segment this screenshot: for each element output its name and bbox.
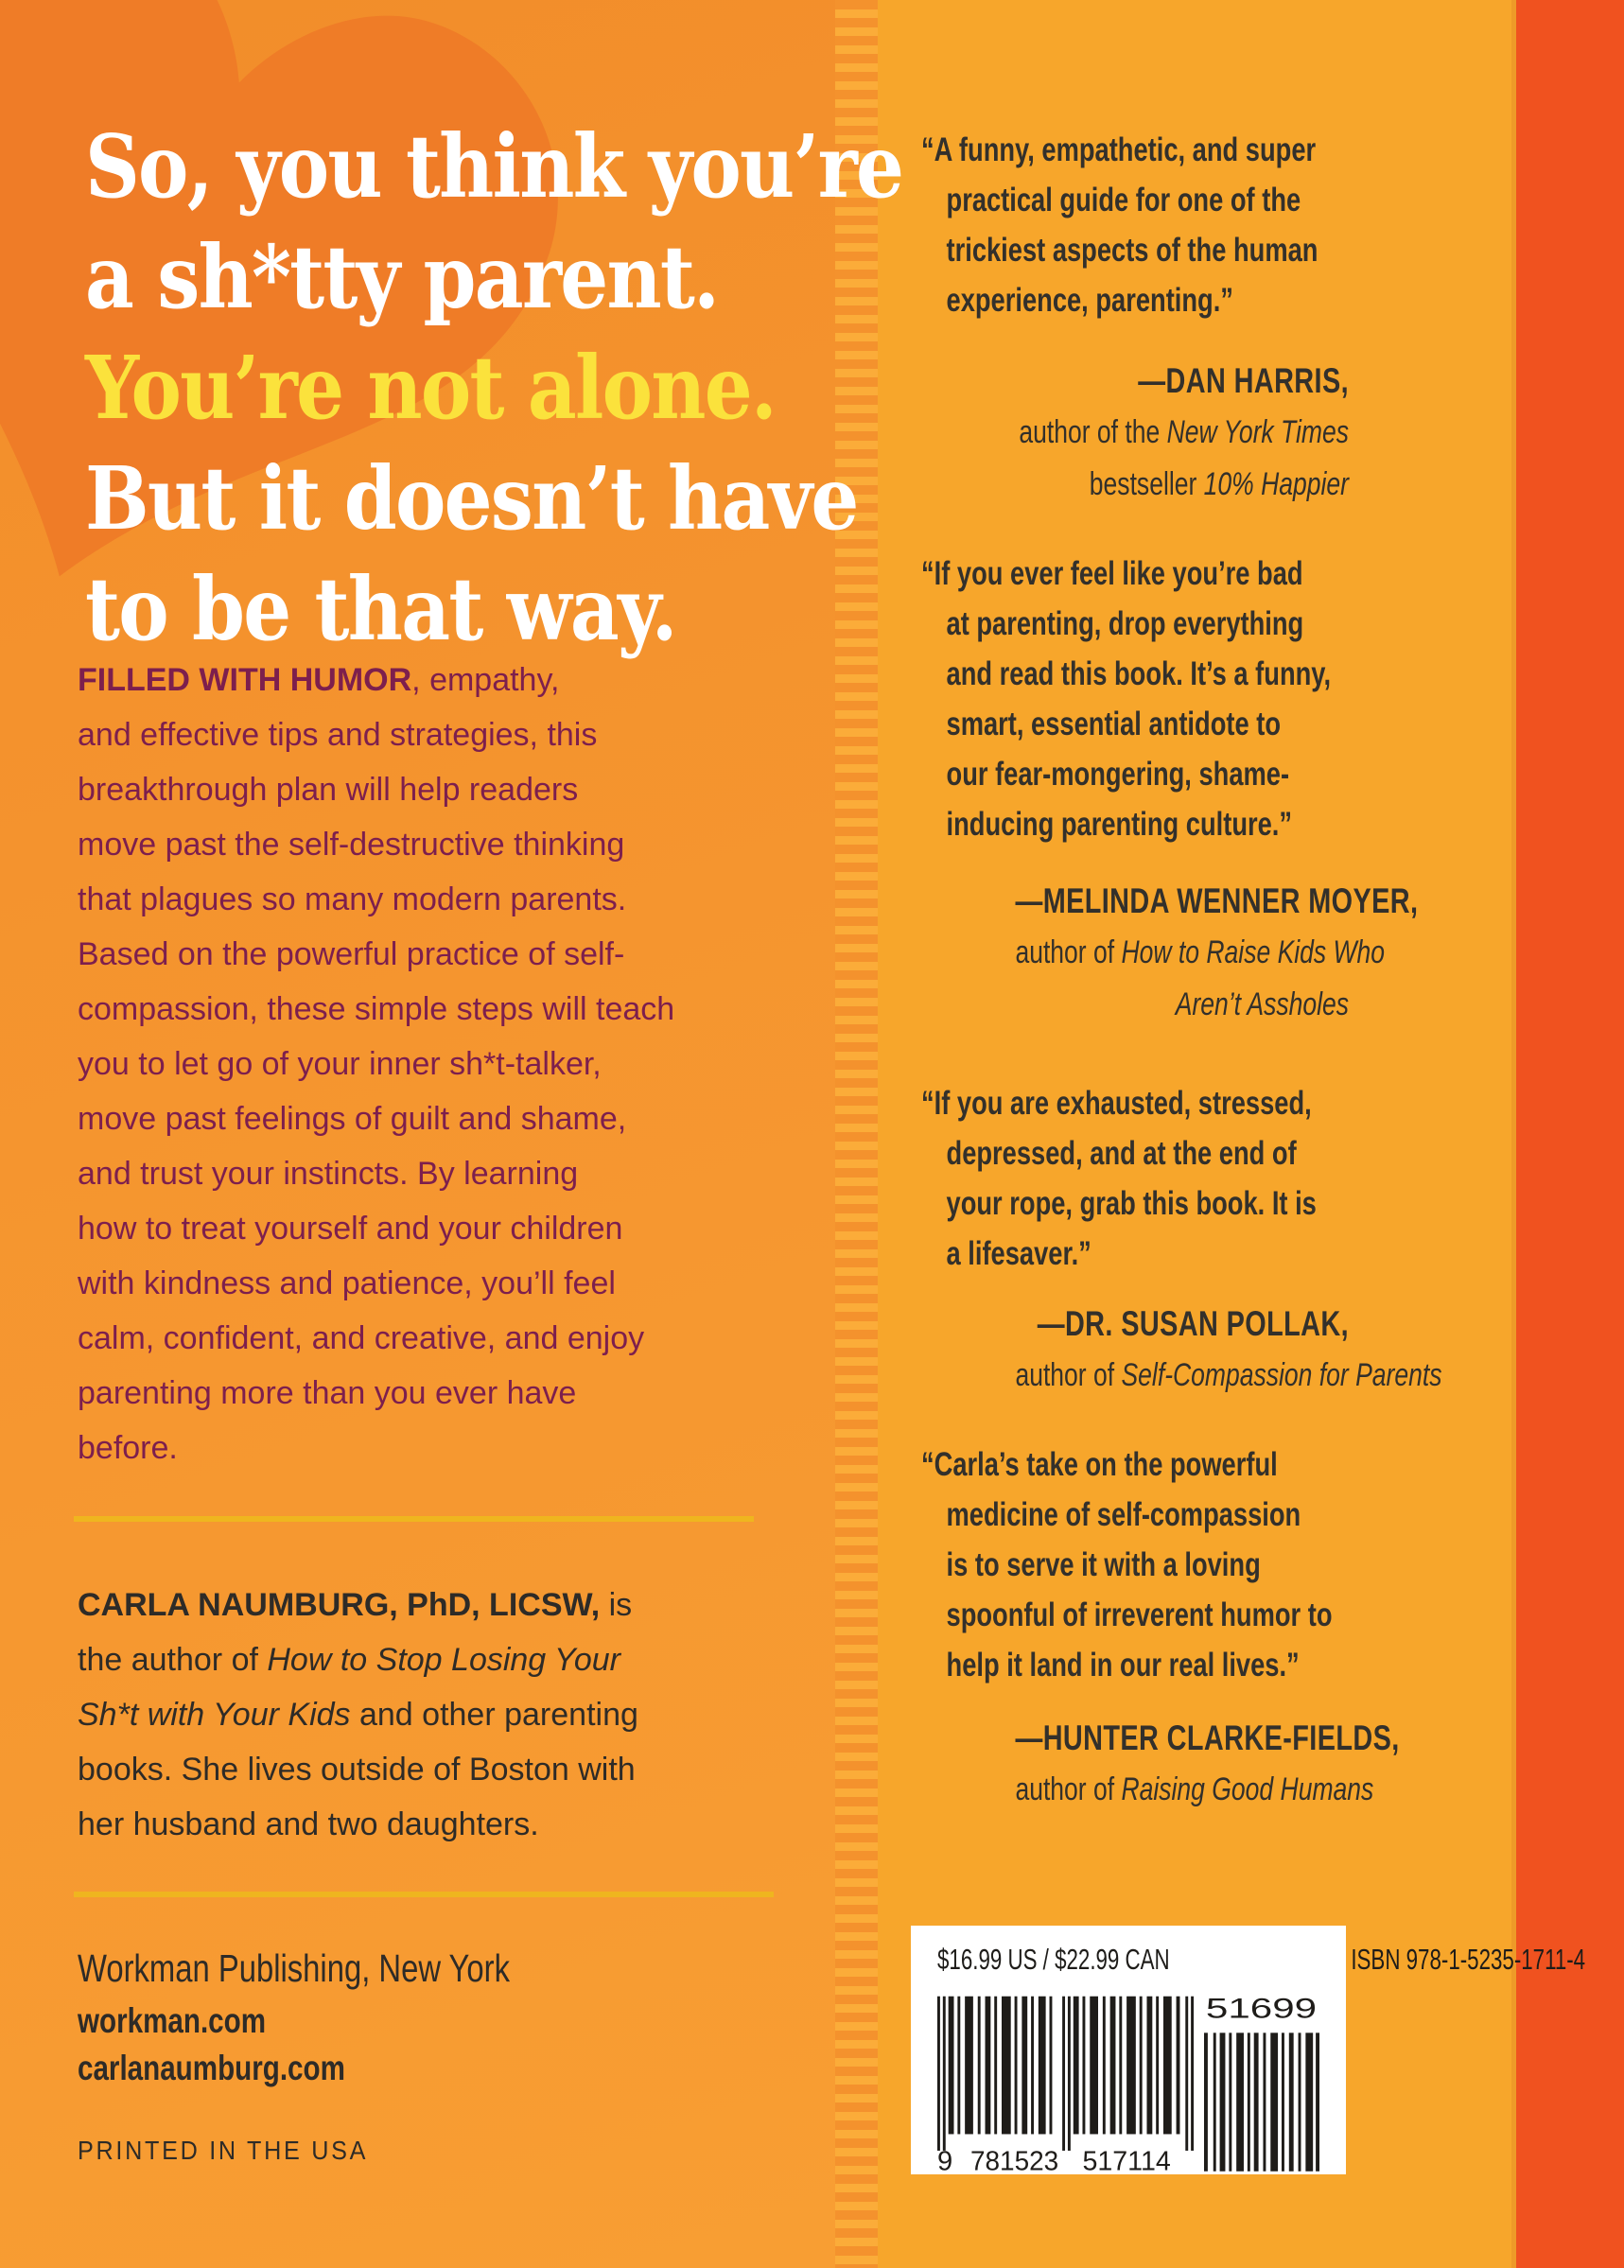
ean-digit-lead: 9	[937, 2146, 953, 2175]
review-attribution	[1015, 1712, 1400, 1816]
reviewer-credit: author of Raising Good Humans	[1015, 1771, 1374, 1807]
review-quote: “A funny, empathetic, and super practical guide for one of the trickiest aspects of the human experience, parenting.”	[921, 131, 1318, 319]
review-attribution	[1015, 355, 1349, 511]
reviewer-name: —MELINDA WENNER MOYER,	[1015, 881, 1419, 920]
trim-edge-strip	[1511, 0, 1624, 2268]
review-attribution	[1015, 1298, 1442, 1402]
publisher-website: workman.com	[78, 2001, 267, 2040]
divider-line	[74, 1516, 754, 1522]
intro-paragraph: FILLED WITH HUMOR, empathy, and effective tips and strategies, this breakthrough plan will help readers move past the self-destructive thinking that plagues so many modern parents. Based on the powerful practice of self- compassion, these simple steps will teach you to let go of your inner sh*t-talker, move past feelings of guilt and shame, and trust your instincts. By learning how to treat yourself and your children with kindness and patience, you’ll feel calm, confident, and creative, and enjoy parenting more than you ever have before.	[78, 662, 675, 1466]
right-panel	[878, 0, 1586, 2268]
spine-fold-strip	[835, 0, 878, 2268]
price-row	[937, 1943, 1586, 1977]
supplement-barcode	[1204, 1994, 1319, 2175]
review-quote: “If you ever feel like you’re bad at parenting, drop everything and read this book. It’s a funny, smart, essential antidote to our fear-mongering, shame- inducing parenting culture.”	[921, 555, 1332, 843]
barcode-card	[911, 1926, 1586, 2175]
author-bio: CARLA NAUMBURG, PhD, LICSW, is the author of How to Stop Losing Your Sh*t with Your Kids and other parenting books. She lives outside of Boston with her husband and two daughters.	[78, 1587, 638, 1842]
reviewer-name: —DAN HARRIS,	[1138, 361, 1349, 400]
reviewer-credit: author of Self-Compassion for Parents	[1015, 1357, 1442, 1393]
reviewer-credit: author of How to Raise Kids Who Aren’t Assholes	[1015, 934, 1386, 1022]
reviewer-name: —HUNTER CLARKE-FIELDS,	[1015, 1718, 1400, 1757]
ean-digits-right: 517114	[1082, 2146, 1171, 2175]
divider-line	[74, 1892, 774, 1897]
ean-digits-left: 781523	[969, 2146, 1059, 2175]
isbn-label: ISBN 978-1-5235-1711-4	[1351, 1943, 1586, 1976]
publisher-block	[78, 1939, 510, 2092]
reviewer-name: —DR. SUSAN POLLAK,	[1037, 1304, 1349, 1343]
review-quote: “If you are exhausted, stressed, depressed, and at the end of your rope, grab this book. It is a lifesaver.”	[921, 1085, 1317, 1272]
review-quote: “Carla’s take on the powerful medicine of self-compassion is to serve it with a loving spoonful of irreverent humor to help it land in our real lives.”	[921, 1446, 1333, 1684]
publisher-name: Workman Publishing, New York	[78, 1946, 510, 1990]
tagline: So, you think you’re a sh*tty parent. You’re not alone. But it doesn’t have to be that way.	[85, 115, 903, 660]
price-label: $16.99 US / $22.99 CAN	[937, 1943, 1170, 1976]
printed-note: PRINTED IN THE USA	[78, 2136, 369, 2165]
supplement-digits: 51699	[1205, 1994, 1318, 2025]
ean-barcode	[937, 1994, 1195, 2175]
barcode-row	[937, 1994, 1319, 2175]
reviewer-credit: author of the New York Times bestseller 10% Happier	[1019, 414, 1349, 502]
review-attribution	[1015, 875, 1419, 1031]
author-website: carlanaumburg.com	[78, 2049, 345, 2087]
